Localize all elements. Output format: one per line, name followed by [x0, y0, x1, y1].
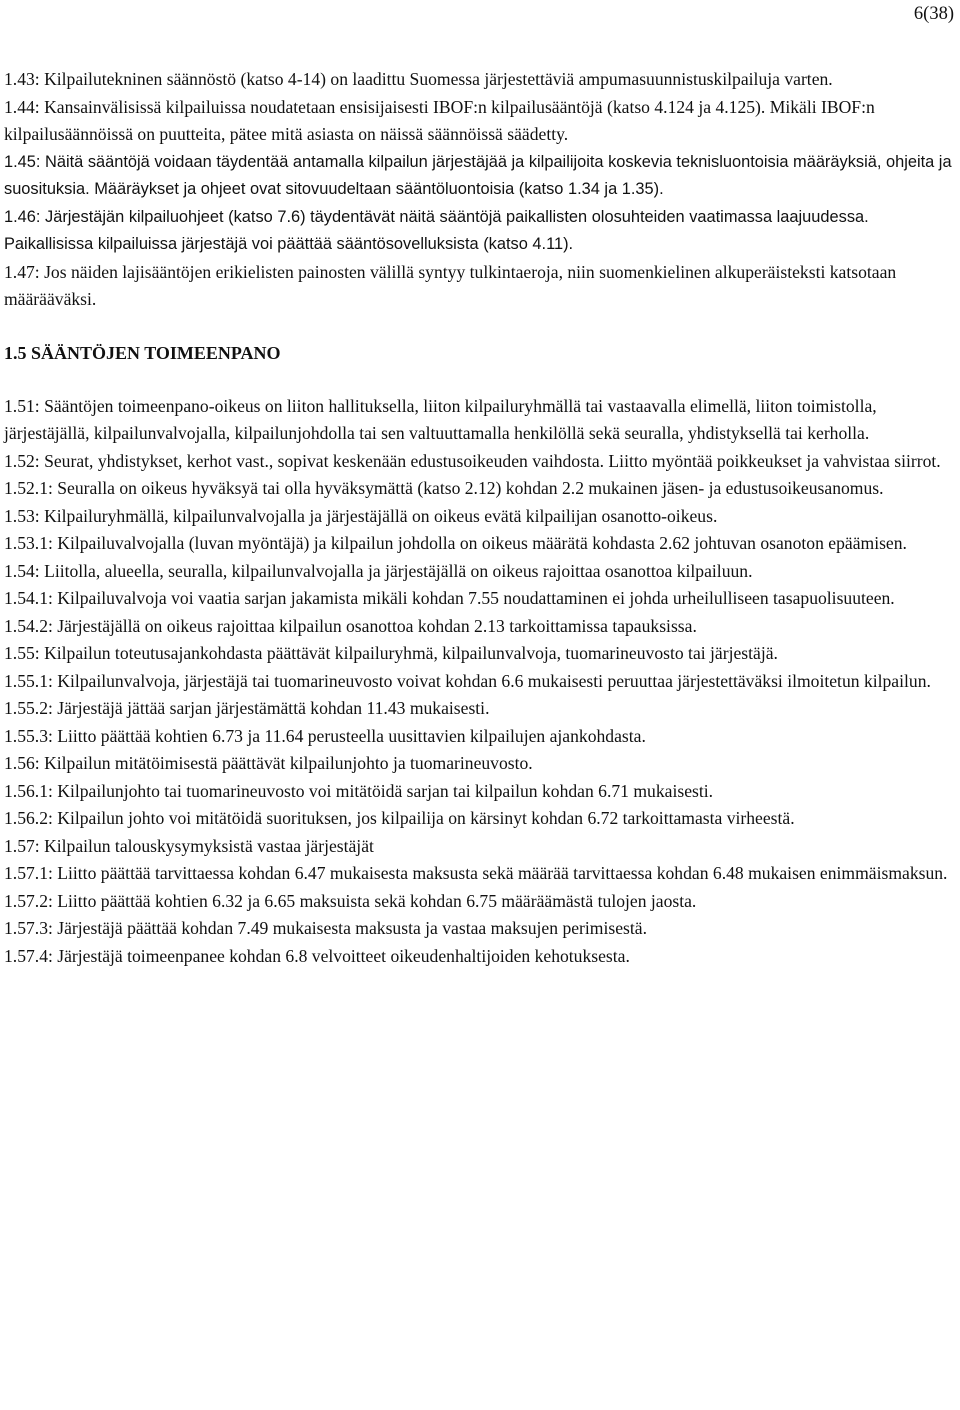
rule-paragraph-1-52: 1.52: Seurat, yhdistykset, kerhot vast., sopivat keskenään edustusoikeuden vaihdosta. Liitto myöntää poikkeukset ja vahvistaa siirrot.	[4, 450, 941, 471]
document-body	[4, 66, 954, 970]
rule-paragraph-1-54-1: 1.54.1: Kilpailuvalvoja voi vaatia sarjan jakamista mikäli kohdan 7.55 noudattaminen ei johda urheilulliseen tasapuolisuuteen.	[4, 588, 895, 608]
rule-paragraph-1-55-2: 1.55.2: Järjestäjä jättää sarjan järjestämättä kohdan 11.43 mukaisesti.	[4, 698, 490, 718]
rule-paragraph-1-53: 1.53: Kilpailuryhmällä, kilpailunvalvojalla ja järjestäjällä on oikeus evätä kilpailijan osanotto-oikeus.	[4, 505, 718, 526]
rule-paragraph-1-57-3: 1.57.3: Järjestäjä päättää kohdan 7.49 mukaisesta maksusta ja vastaa maksujen perimisestä.	[4, 918, 647, 938]
rule-paragraph-1-52-1: 1.52.1: Seuralla on oikeus hyväksyä tai olla hyväksymättä (katso 2.12) kohdan 2.2 mukainen jäsen- ja edustusoikeusanomus.	[4, 478, 884, 498]
rule-paragraph-1-53-1: 1.53.1: Kilpailuvalvojalla (luvan myöntäjä) ja kilpailun johdolla on oikeus määrätä kohdasta 2.62 johtuvan osanoton epäämisen.	[4, 533, 907, 553]
rule-paragraph-1-54-2: 1.54.2: Järjestäjällä on oikeus rajoittaa kilpailun osanottoa kohdan 2.13 tarkoittamissa tapauksissa.	[4, 615, 697, 636]
rule-paragraph-1-56-2: 1.56.2: Kilpailun johto voi mitätöidä suorituksen, jos kilpailija on kärsinyt kohdan 6.72 tarkoittamasta virheestä.	[4, 808, 795, 828]
rule-paragraph-1-55-1: 1.55.1: Kilpailunvalvoja, järjestäjä tai tuomarineuvosto voivat kohdan 6.6 mukaisesti peruuttaa järjestettäväksi ilmoitetun kilpailun.	[4, 670, 931, 691]
rules-section	[4, 393, 954, 971]
rule-paragraph-1-46: 1.46: Järjestäjän kilpailuohjeet (katso 7.6) täydentävät näitä sääntöjä paikallisten olosuhteiden vaatimassa laajuudessa. Paikallisissa kilpailuissa järjestäjä voi päättää sääntösovelluksista (katso 4.11).	[4, 207, 869, 253]
rule-paragraph-1-56-1: 1.56.1: Kilpailunjohto tai tuomarineuvosto voi mitätöidä sarjan tai kilpailun kohdan 6.71 mukaisesti.	[4, 780, 714, 801]
rule-paragraph-1-57: 1.57: Kilpailun talouskysymyksistä vastaa järjestäjät	[4, 835, 374, 856]
section-heading: 1.5 SÄÄNTÖJEN TOIMEENPANO	[4, 342, 281, 363]
rule-paragraph-1-43: 1.43: Kilpailutekninen säännöstö (katso 4-14) on laadittu Suomessa järjestettäviä ampumasuunnistuskilpailuja varten.	[4, 69, 833, 89]
rule-paragraph-1-57-1: 1.57.1: Liitto päättää tarvittaessa kohdan 6.47 mukaisesta maksusta sekä määrää tarvittaessa kohdan 6.48 mukaisen enimmäismaksun.	[4, 863, 948, 883]
intro-section	[4, 66, 954, 314]
rule-paragraph-1-55-3: 1.55.3: Liitto päättää kohtien 6.73 ja 11.64 perusteella uusittavien kilpailujen ajankohdasta.	[4, 725, 646, 746]
rule-paragraph-1-57-4: 1.57.4: Järjestäjä toimeenpanee kohdan 6.8 velvoitteet oikeudenhaltijoiden kehotuksesta.	[4, 945, 630, 966]
rule-paragraph-1-54: 1.54: Liitolla, alueella, seuralla, kilpailunvalvojalla ja järjestäjällä on oikeus rajoittaa osanottoa kilpailuun.	[4, 560, 753, 581]
page-number: 6(38)	[913, 4, 954, 24]
rule-paragraph-1-44: 1.44: Kansainvälisissä kilpailuissa noudatetaan ensisijaisesti IBOF:n kilpailusääntöjä (katso 4.124 ja 4.125). Mikäli IBOF:n kilpailusäännöissä on puutteita, pätee mitä asiasta on näissä säännöissä säädetty.	[4, 96, 875, 144]
rule-paragraph-1-51: 1.51: Sääntöjen toimeenpano-oikeus on liiton hallituksella, liiton kilpailuryhmällä tai vastaavalla elimellä, liiton toimistolla, järjestäjällä, kilpailunvalvojalla, kilpailunjohdolla tai sen valtuuttamalla henkilöllä sekä seuralla, yhdistyksellä tai kerholla.	[4, 395, 877, 443]
rule-paragraph-1-56: 1.56: Kilpailun mitätöimisestä päättävät kilpailunjohto ja tuomarineuvosto.	[4, 753, 533, 773]
rule-paragraph-1-55: 1.55: Kilpailun toteutusajankohdasta päättävät kilpailuryhmä, kilpailunvalvoja, tuomarineuvosto tai järjestäjä.	[4, 643, 778, 663]
rule-paragraph-1-57-2: 1.57.2: Liitto päättää kohtien 6.32 ja 6.65 maksuista sekä kohdan 6.75 määräämästä tulojen jaosta.	[4, 890, 697, 911]
rule-paragraph-1-47: 1.47: Jos näiden lajisääntöjen erikielisten painosten välillä syntyy tulkintaeroja, niin suomenkielinen alkuperäisteksti katsotaan määrääväksi.	[4, 261, 897, 309]
rule-paragraph-1-45: 1.45: Näitä sääntöjä voidaan täydentää antamalla kilpailun järjestäjää ja kilpailijoita koskevia teknisluontoisia määräyksiä, ohjeita ja suosituksia. Määräykset ja ohjeet ovat sitovuudeltaan sääntöluontoisia (katso 1.34 ja 1.35).	[4, 152, 952, 198]
